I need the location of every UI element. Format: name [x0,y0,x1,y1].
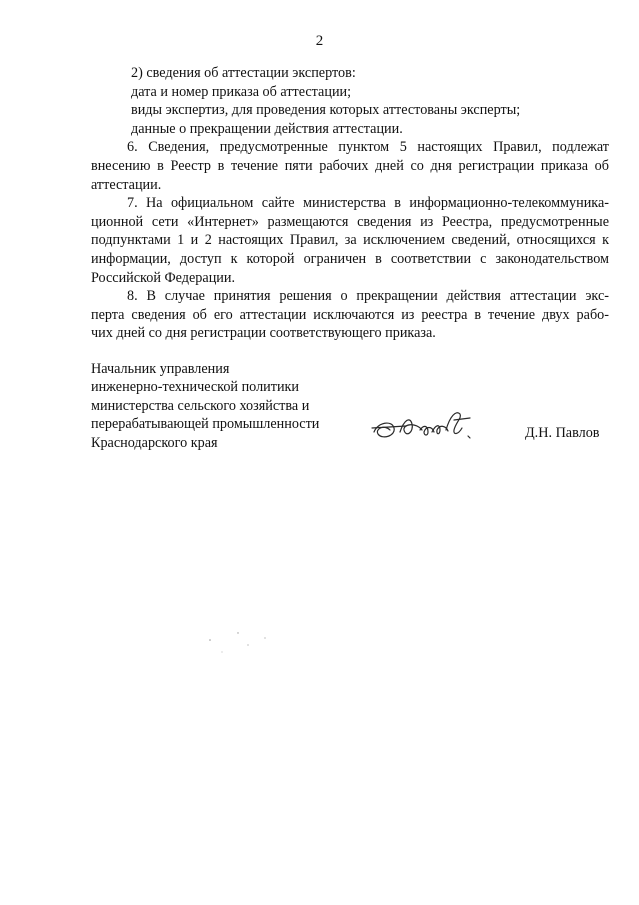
paragraph-7-line-4: информации, доступ к которой ограничен в соответствии с законодательством [91,250,609,267]
document-body [91,64,609,343]
paragraph-6-line-3: аттестации. [91,176,162,193]
paragraph-7-line-5: Российской Федерации. [91,269,236,286]
signer-name: Д.Н. Павлов [525,425,600,441]
page-number: 2 [315,33,324,49]
paragraph-8-line-1: 8. В случае принятия решения о прекращении действия аттестации экс- [127,288,609,305]
paragraph-6-line-1: 6. Сведения, предусмотренные пунктом 5 настоящих Правил, подлежат [127,139,609,156]
paragraph-8-line-3: чих дней со дня регистрации соответствующего приказа. [91,325,436,342]
body-line: виды экспертиз, для проведения которых аттестованы эксперты; [131,102,521,119]
paragraph-7-line-3: подпунктами 1 и 2 настоящих Правил, за исключением сведений, относящихся к [91,232,609,249]
paragraph-6-line-2: внесению в Реестр в течение пяти рабочих дней со дня регистрации приказа об [91,157,609,174]
position-line: перерабатывающей промышленности [91,416,320,433]
position-line: Начальник управления [91,361,230,377]
position-line: Краснодарского края [91,434,218,451]
body-line: 2) сведения об аттестации экспертов: [131,65,356,81]
handwritten-signature [370,402,490,450]
position-line: инженерно-технической политики [91,379,300,396]
paragraph-7-line-1: 7. На официальном сайте министерства в информационно-телекоммуника- [127,195,609,212]
signatory-position [91,360,391,452]
body-line: данные о прекращении действия аттестации. [131,120,403,137]
body-line: дата и номер приказа об аттестации; [131,83,352,100]
position-line: министерства сельского хозяйства и [91,397,310,414]
paragraph-8-line-2: перта сведения об его аттестации исключаются из реестра в течение двух рабо- [91,306,609,323]
paragraph-7-line-2: ционной сети «Интернет» размещаются сведения из Реестра, предусмотренные [91,213,609,230]
